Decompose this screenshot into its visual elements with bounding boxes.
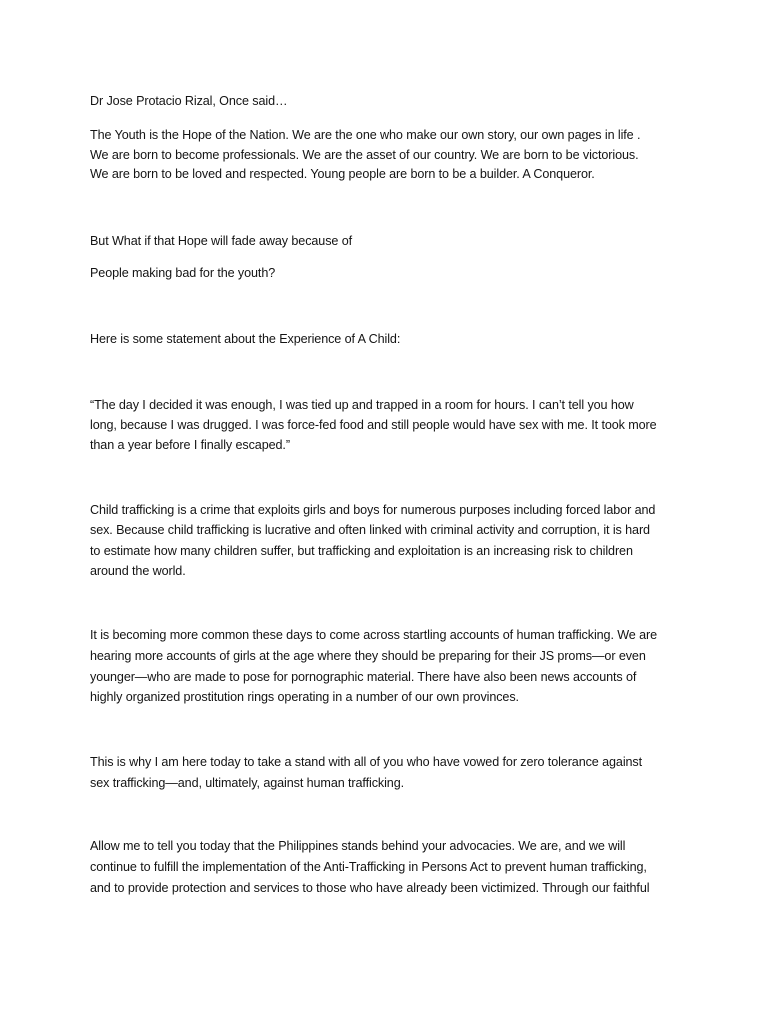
- trafficking-paragraph-line: Child trafficking is a crime that exploits girls and boys for numerous purposes including forced labor and: [90, 503, 656, 517]
- common-paragraph-line: hearing more accounts of girls at the age where they should be preparing for their JS proms—or even: [90, 649, 646, 663]
- stand-paragraph-line: This is why I am here today to take a stand with all of you who have vowed for zero tolerance against: [90, 755, 643, 769]
- question-line: But What if that Hope will fade away because of: [90, 234, 353, 248]
- common-paragraph-line: younger—who are made to pose for pornographic material. There have also been news accounts of: [90, 670, 637, 684]
- youth-paragraph-line: We are born to become professionals. We are the asset of our country. We are born to be victorious.: [90, 148, 639, 162]
- opening-line: Dr Jose Protacio Rizal, Once said…: [90, 94, 288, 108]
- quote-line: than a year before I finally escaped.”: [90, 438, 290, 452]
- youth-paragraph-line: The Youth is the Hope of the Nation. We are the one who make our own story, our own pages in life .: [90, 128, 641, 142]
- allow-paragraph-line: and to provide protection and services to those who have already been victimized. Through our faithful: [90, 881, 650, 895]
- trafficking-paragraph-line: to estimate how many children suffer, but trafficking and exploitation is an increasing risk to children: [90, 544, 633, 558]
- quote-line: “The day I decided it was enough, I was tied up and trapped in a room for hours. I can’t tell you how: [90, 398, 634, 412]
- allow-paragraph-line: Allow me to tell you today that the Philippines stands behind your advocacies. We are, and we will: [90, 839, 626, 853]
- quote-line: long, because I was drugged. I was force-fed food and still people would have sex with me. It took more: [90, 418, 657, 432]
- trafficking-paragraph-line: sex. Because child trafficking is lucrative and often linked with criminal activity and corruption, it is hard: [90, 523, 650, 537]
- question-line: People making bad for the youth?: [90, 266, 276, 280]
- trafficking-paragraph-line: around the world.: [90, 564, 186, 578]
- common-paragraph-line: It is becoming more common these days to come across startling accounts of human trafficking. We are: [90, 628, 658, 642]
- allow-paragraph-line: continue to fulfill the implementation of the Anti-Trafficking in Persons Act to prevent human trafficking,: [90, 860, 647, 874]
- stand-paragraph-line: sex trafficking—and, ultimately, against human trafficking.: [90, 776, 404, 790]
- youth-paragraph-line: We are born to be loved and respected. Young people are born to be a builder. A Conqueror.: [90, 167, 595, 181]
- common-paragraph-line: highly organized prostitution rings operating in a number of our own provinces.: [90, 690, 519, 704]
- statement-intro-line: Here is some statement about the Experience of A Child:: [90, 332, 401, 346]
